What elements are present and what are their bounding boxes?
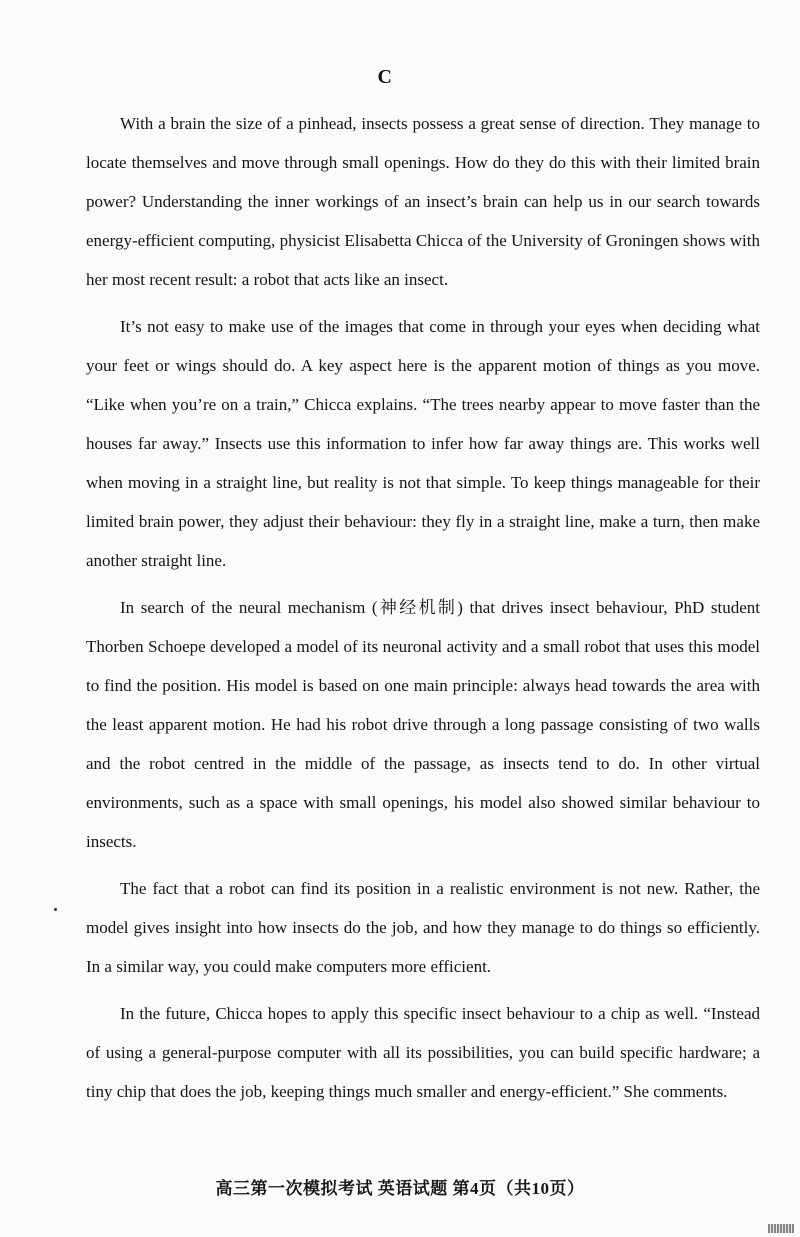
section-title: C bbox=[377, 66, 393, 88]
paragraph-5: In the future, Chicca hopes to apply this specific insect behaviour to a chip as well. “Instead of using a general-purpose computer with all its possibilities, you can build specific hardware; a tiny chip that does the job, keeping things much smaller and energy-efficient.” She comments. bbox=[86, 1004, 760, 1101]
page-footer: 高三第一次模拟考试 英语试题 第4页（共10页） bbox=[215, 1179, 585, 1198]
paragraph-3: In search of the neural mechanism (神经机制) that drives insect behaviour, PhD student Thorben Schoepe developed a model of its neuronal activity and a small robot that uses this model to find the position. His model is based on one main principle: always head towards the area with the least apparent motion. He had his robot drive through a long passage consisting of two walls and the robot centred in the middle of the passage, as insects tend to do. In other virtual environments, such as a space with small openings, his model also showed similar behaviour to insects. bbox=[86, 598, 760, 851]
scanner-watermark bbox=[768, 1224, 794, 1233]
paragraph-4: The fact that a robot can find its position in a realistic environment is not new. Rather, the model gives insight into how insects do the job, and how they manage to do things so efficiently. In a similar way, you could make computers more efficient. bbox=[86, 879, 760, 976]
stray-mark bbox=[54, 908, 57, 911]
reading-passage bbox=[86, 104, 760, 1119]
paragraph-1: With a brain the size of a pinhead, insects possess a great sense of direction. They manage to locate themselves and move through small openings. How do they do this with their limited brain power? Understanding the inner workings of an insect’s brain can help us in our search towards energy-efficient computing, physicist Elisabetta Chicca of the University of Groningen shows with her most recent result: a robot that acts like an insect. bbox=[86, 114, 760, 289]
paragraph-2: It’s not easy to make use of the images that come in through your eyes when deciding what your feet or wings should do. A key aspect here is the apparent motion of things as you move. “Like when you’re on a train,” Chicca explains. “The trees nearby appear to move faster than the houses far away.” Insects use this information to infer how far away things are. This works well when moving in a straight line, but reality is not that simple. To keep things manageable for their limited brain power, they adjust their behaviour: they fly in a straight line, make a turn, then make another straight line. bbox=[86, 317, 760, 570]
